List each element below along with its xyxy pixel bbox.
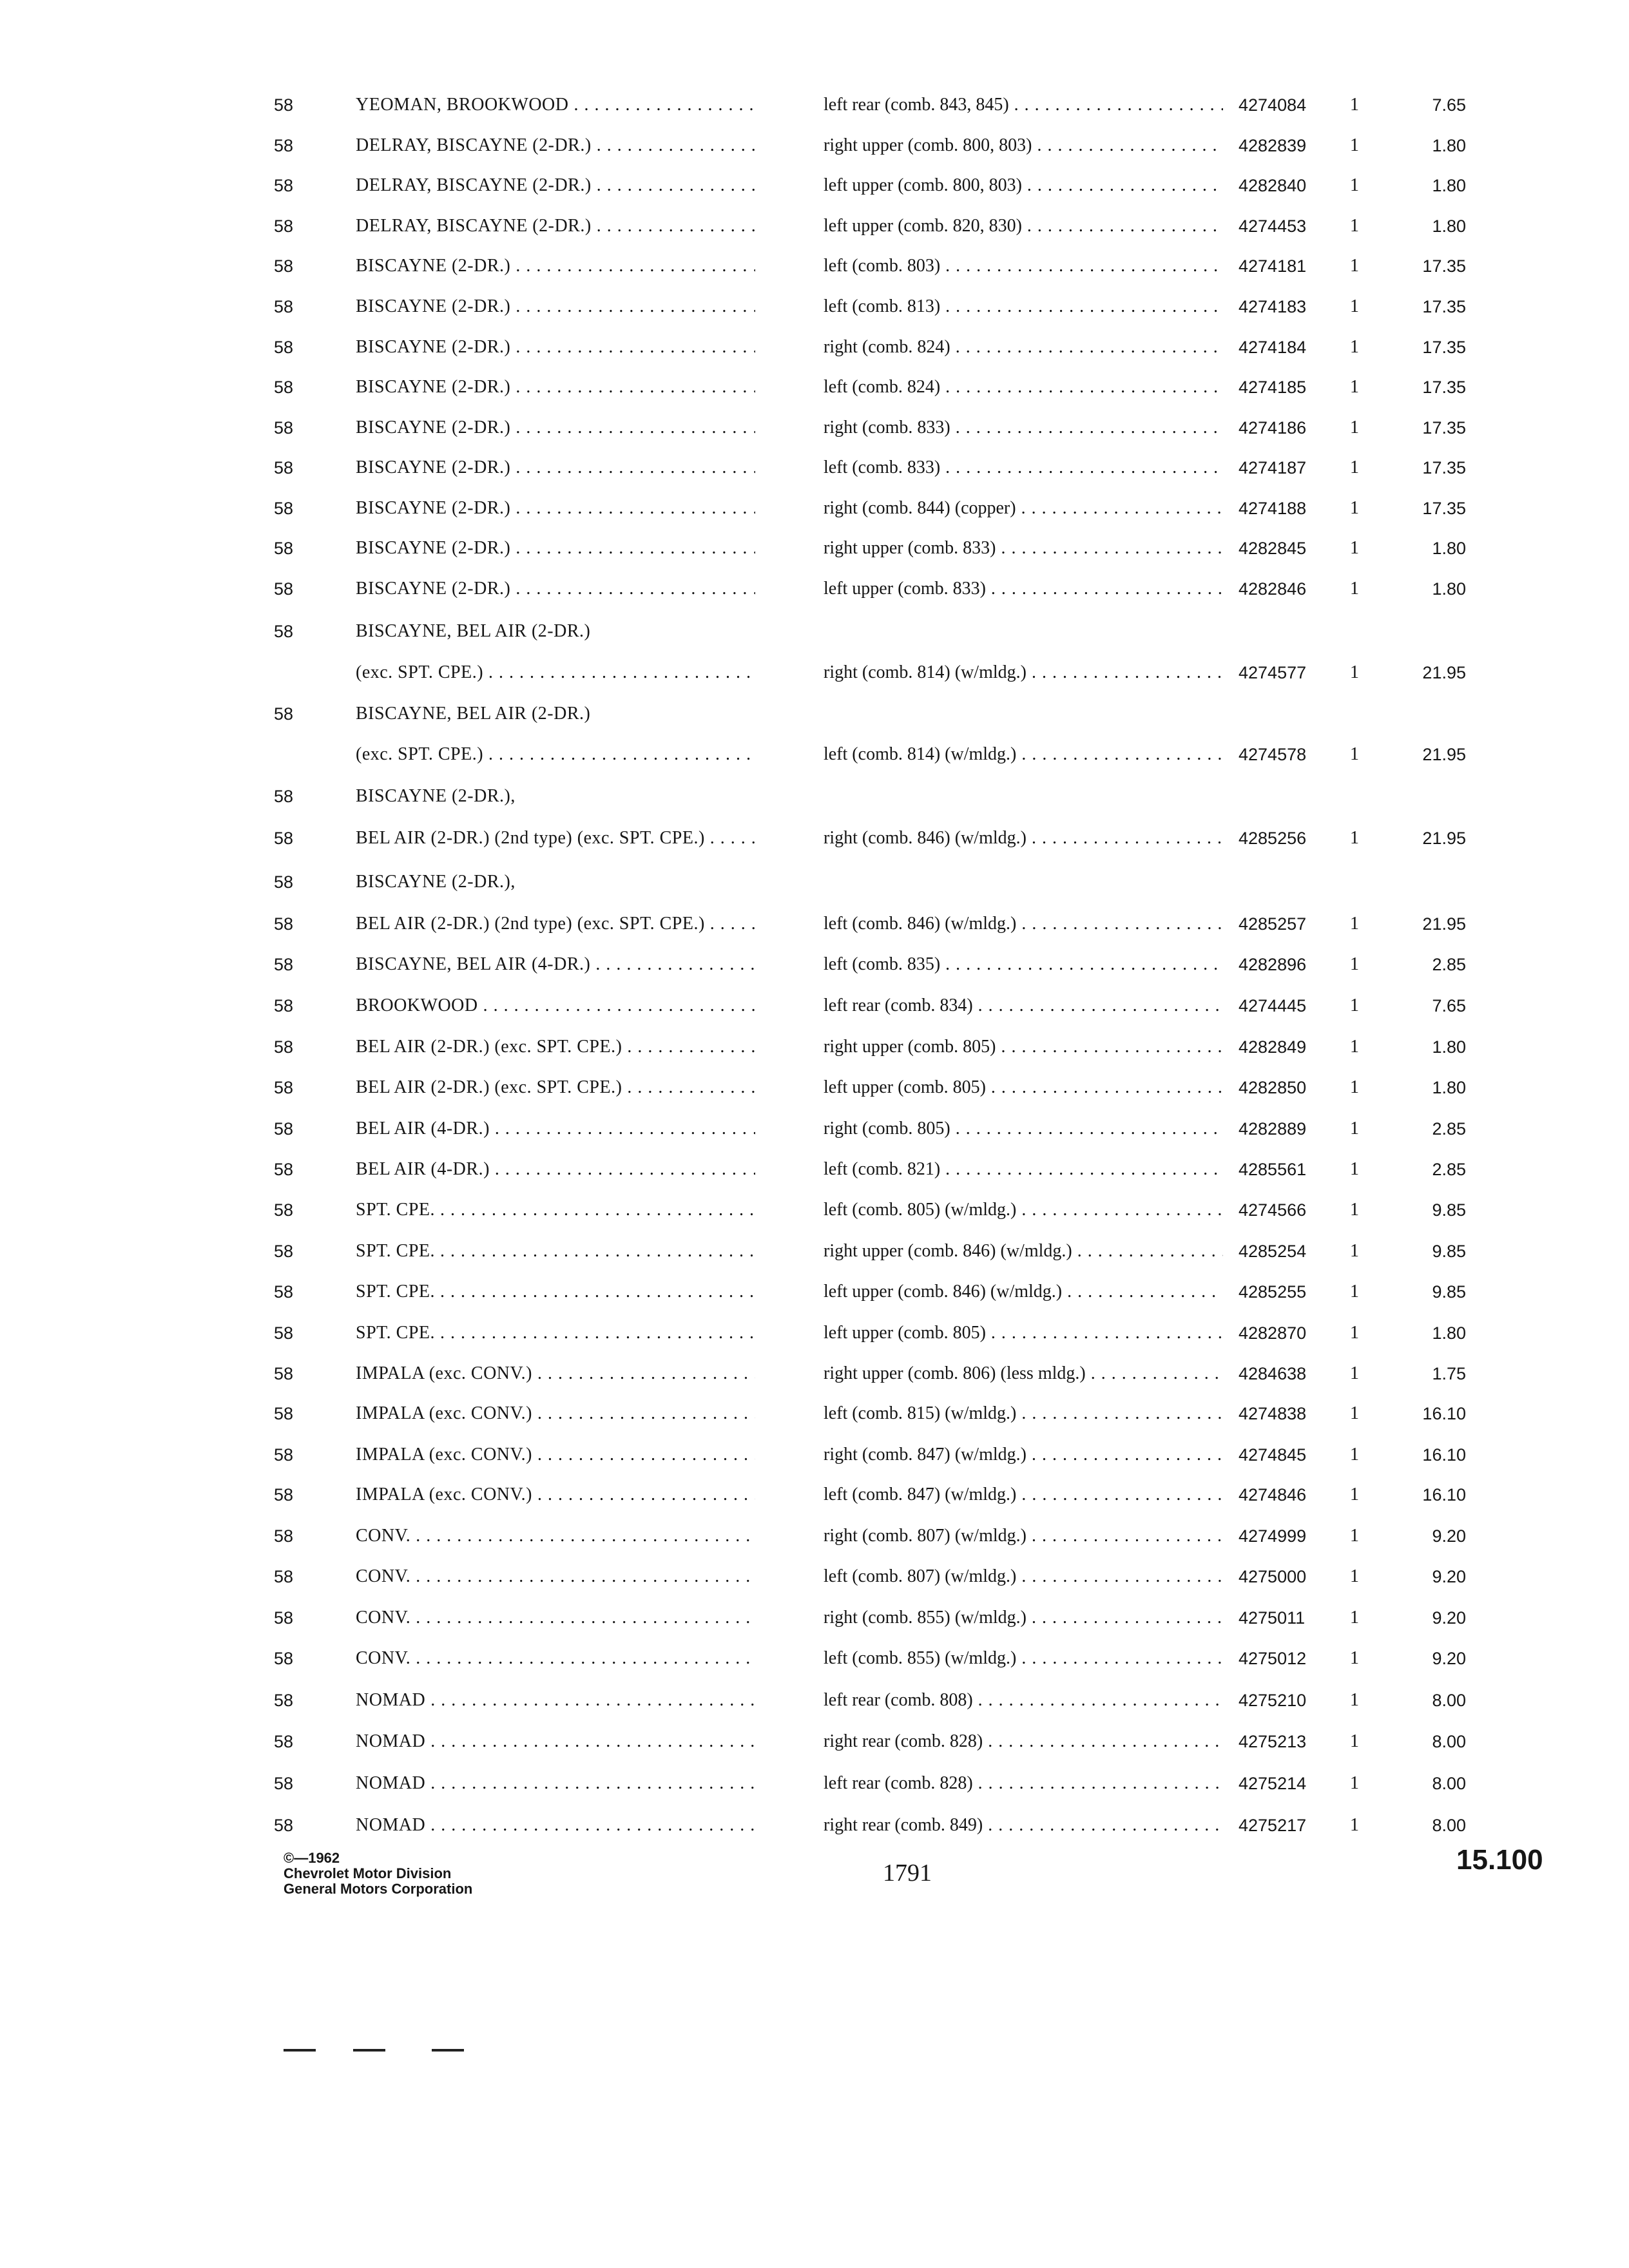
qty-cell: 1 <box>1350 1445 1359 1465</box>
qty-cell: 1 <box>1350 175 1359 195</box>
model-cell: BISCAYNE (2-DR.) . . . <box>356 529 755 568</box>
desc-cell: left upper (comb. 805) . . . <box>824 1068 1223 1107</box>
model-cell: DELRAY, BISCAYNE (2-DR.) . . . <box>356 166 755 205</box>
table-row <box>0 986 1629 1025</box>
model-cell: BISCAYNE (2-DR.) . . . <box>356 287 755 326</box>
desc-cell: right (comb. 824) . . . <box>824 328 1223 367</box>
qty-cell: 1 <box>1350 954 1359 974</box>
qty-cell: 1 <box>1350 1323 1359 1343</box>
part-cell: 4275214 <box>1239 1774 1307 1793</box>
year-cell: 58 <box>274 1282 294 1302</box>
year-cell: 58 <box>274 1323 294 1343</box>
price-cell: 21.95 <box>1422 663 1466 682</box>
desc-cell: right (comb. 847) (w/mldg.) . . . <box>824 1436 1223 1474</box>
model-cell: CONV. . . . <box>356 1517 755 1555</box>
price-cell: 2.85 <box>1432 1160 1466 1179</box>
table-row <box>0 1764 1629 1803</box>
desc-cell: left upper (comb. 833) . . . <box>824 570 1223 608</box>
table-row <box>0 1722 1629 1761</box>
table-row <box>0 612 1629 651</box>
year-cell: 58 <box>274 1078 294 1097</box>
price-cell: 1.80 <box>1432 136 1466 155</box>
qty-cell: 1 <box>1350 662 1359 682</box>
qty-cell: 1 <box>1350 1731 1359 1751</box>
table-row <box>0 1314 1629 1352</box>
table-row <box>0 126 1629 165</box>
price-cell: 1.80 <box>1432 1323 1466 1343</box>
desc-cell: right rear (comb. 849) . . . <box>824 1806 1223 1845</box>
year-cell: 58 <box>274 955 294 974</box>
part-cell: 4282849 <box>1239 1037 1307 1057</box>
qty-cell: 1 <box>1350 216 1359 236</box>
price-cell: 17.35 <box>1422 418 1466 437</box>
desc-cell: right (comb. 855) (w/mldg.) . . . <box>824 1599 1223 1637</box>
model-cell: NOMAD . . . <box>356 1806 755 1845</box>
desc-cell: left rear (comb. 834) . . . <box>824 986 1223 1025</box>
qty-cell: 1 <box>1350 1815 1359 1835</box>
part-cell: 4282839 <box>1239 136 1307 155</box>
part-cell: 4274187 <box>1239 458 1307 477</box>
desc-cell: left (comb. 835) . . . <box>824 945 1223 984</box>
price-cell: 1.80 <box>1432 1078 1466 1097</box>
publisher-block <box>284 1850 472 1897</box>
part-cell: 4274845 <box>1239 1445 1307 1465</box>
desc-cell: right upper (comb. 846) (w/mldg.) . . . <box>824 1232 1223 1271</box>
price-cell: 9.85 <box>1432 1200 1466 1220</box>
price-cell: 1.80 <box>1432 579 1466 599</box>
model-cell: BROOKWOOD . . . <box>356 986 755 1025</box>
desc-cell: left upper (comb. 805) . . . <box>824 1314 1223 1352</box>
scan-artifact <box>353 2049 385 2052</box>
part-cell: 4274188 <box>1239 499 1307 518</box>
part-cell: 4282850 <box>1239 1078 1307 1097</box>
model-cell: BISCAYNE (2-DR.) . . . <box>356 368 755 407</box>
desc-cell: left (comb. 855) (w/mldg.) . . . <box>824 1639 1223 1678</box>
part-cell: 4274186 <box>1239 418 1307 437</box>
price-cell: 17.35 <box>1422 256 1466 276</box>
price-cell: 2.85 <box>1432 955 1466 974</box>
model-cell: DELRAY, BISCAYNE (2-DR.) . . . <box>356 207 755 245</box>
table-row <box>0 287 1629 326</box>
desc-cell: left rear (comb. 808) . . . <box>824 1681 1223 1720</box>
model-cell: NOMAD . . . <box>356 1722 755 1761</box>
price-cell: 1.80 <box>1432 539 1466 558</box>
table-row <box>0 1354 1629 1393</box>
qty-cell: 1 <box>1350 1363 1359 1383</box>
price-cell: 21.95 <box>1422 914 1466 934</box>
year-cell: 58 <box>274 1404 294 1423</box>
desc-cell: right upper (comb. 806) (less mldg.) . . . <box>824 1354 1223 1393</box>
model-cell: CONV. . . . <box>356 1557 755 1596</box>
desc-cell: left upper (comb. 846) (w/mldg.) . . . <box>824 1273 1223 1311</box>
year-cell: 58 <box>274 297 294 316</box>
table-row <box>0 1806 1629 1845</box>
model-cell: NOMAD . . . <box>356 1764 755 1803</box>
year-cell: 58 <box>274 539 294 558</box>
year-cell: 58 <box>274 1242 294 1261</box>
table-row <box>0 1436 1629 1474</box>
part-cell: 4285256 <box>1239 829 1307 848</box>
table-row <box>0 777 1629 816</box>
table-row <box>0 905 1629 943</box>
price-cell: 8.00 <box>1432 1816 1466 1835</box>
price-cell: 7.65 <box>1432 95 1466 115</box>
qty-cell: 1 <box>1350 914 1359 934</box>
desc-cell: left (comb. 833) . . . <box>824 448 1223 487</box>
table-row <box>0 529 1629 568</box>
model-cell: BISCAYNE (2-DR.) . . . <box>356 328 755 367</box>
price-cell: 16.10 <box>1422 1485 1466 1504</box>
part-cell: 4274185 <box>1239 378 1307 397</box>
desc-cell: left upper (comb. 800, 803) . . . <box>824 166 1223 205</box>
qty-cell: 1 <box>1350 377 1359 397</box>
part-cell: 4275000 <box>1239 1567 1307 1586</box>
part-cell: 4274453 <box>1239 216 1307 236</box>
qty-cell: 1 <box>1350 1690 1359 1710</box>
qty-cell: 1 <box>1350 1241 1359 1261</box>
part-cell: 4282896 <box>1239 955 1307 974</box>
table-row <box>0 86 1629 124</box>
table-row <box>0 408 1629 447</box>
model-cell: BEL AIR (2-DR.) (2nd type) (exc. SPT. CPE.) . . . <box>356 819 755 858</box>
division-line: Chevrolet Motor Division <box>284 1865 452 1881</box>
part-cell: 4275217 <box>1239 1816 1307 1835</box>
model-cell: NOMAD . . . <box>356 1681 755 1720</box>
year-cell: 58 <box>274 1732 294 1751</box>
table-row <box>0 1273 1629 1311</box>
table-row <box>0 328 1629 367</box>
part-cell: 4274181 <box>1239 256 1307 276</box>
price-cell: 9.85 <box>1432 1242 1466 1261</box>
part-cell: 4275213 <box>1239 1732 1307 1751</box>
model-cell: BISCAYNE (2-DR.) . . . <box>356 570 755 608</box>
year-cell: 58 <box>274 499 294 518</box>
table-row <box>0 1599 1629 1637</box>
desc-cell: right (comb. 814) (w/mldg.) . . . <box>824 653 1223 692</box>
qty-cell: 1 <box>1350 579 1359 599</box>
table-row <box>0 570 1629 608</box>
year-cell: 58 <box>274 378 294 397</box>
part-cell: 4282846 <box>1239 579 1307 599</box>
part-cell: 4274838 <box>1239 1404 1307 1423</box>
table-row <box>0 207 1629 245</box>
model-cell: DELRAY, BISCAYNE (2-DR.) . . . <box>356 126 755 165</box>
year-cell: 58 <box>274 1816 294 1835</box>
part-cell: 4274578 <box>1239 745 1307 764</box>
year-cell: 58 <box>274 1200 294 1220</box>
price-cell: 1.80 <box>1432 176 1466 195</box>
model-cell: BISCAYNE (2-DR.) . . . <box>356 247 755 285</box>
desc-cell: left (comb. 813) . . . <box>824 287 1223 326</box>
model-cell: BISCAYNE (2-DR.), <box>356 786 516 806</box>
part-cell: 4274084 <box>1239 95 1307 115</box>
table-row <box>0 247 1629 285</box>
table-row <box>0 166 1629 205</box>
corporation-line: General Motors Corporation <box>284 1881 473 1897</box>
year-cell: 58 <box>274 95 294 115</box>
part-cell: 4285257 <box>1239 914 1307 934</box>
model-cell: BISCAYNE, BEL AIR (2-DR.) <box>356 704 591 724</box>
qty-cell: 1 <box>1350 1648 1359 1668</box>
price-cell: 16.10 <box>1422 1445 1466 1465</box>
year-cell: 58 <box>274 1037 294 1057</box>
part-cell: 4282870 <box>1239 1323 1307 1343</box>
year-cell: 58 <box>274 136 294 155</box>
table-row <box>0 653 1629 692</box>
price-cell: 17.35 <box>1422 458 1466 477</box>
part-cell: 4285561 <box>1239 1160 1307 1179</box>
part-cell: 4282840 <box>1239 176 1307 195</box>
table-row <box>0 1028 1629 1066</box>
model-cell: BISCAYNE, BEL AIR (2-DR.) <box>356 621 591 641</box>
price-cell: 7.65 <box>1432 996 1466 1015</box>
desc-cell: left rear (comb. 843, 845) . . . <box>824 86 1223 124</box>
price-cell: 17.35 <box>1422 499 1466 518</box>
year-cell: 58 <box>274 256 294 276</box>
year-cell: 58 <box>274 1526 294 1546</box>
qty-cell: 1 <box>1350 1200 1359 1220</box>
table-row <box>0 1394 1629 1433</box>
qty-cell: 1 <box>1350 1119 1359 1139</box>
price-cell: 17.35 <box>1422 297 1466 316</box>
year-cell: 58 <box>274 1160 294 1179</box>
year-cell: 58 <box>274 338 294 357</box>
year-cell: 58 <box>274 996 294 1015</box>
year-cell: 58 <box>274 176 294 195</box>
year-cell: 58 <box>274 418 294 437</box>
price-cell: 21.95 <box>1422 829 1466 848</box>
desc-cell: left (comb. 803) . . . <box>824 247 1223 285</box>
year-cell: 58 <box>274 914 294 934</box>
model-cell: BISCAYNE, BEL AIR (4-DR.) . . . <box>356 945 755 984</box>
desc-cell: left (comb. 805) (w/mldg.) . . . <box>824 1191 1223 1229</box>
qty-cell: 1 <box>1350 1608 1359 1628</box>
table-row <box>0 1150 1629 1189</box>
table-row <box>0 863 1629 901</box>
model-cell: IMPALA (exc. CONV.) . . . <box>356 1354 755 1393</box>
year-cell: 58 <box>274 704 294 724</box>
part-cell: 4275012 <box>1239 1649 1307 1668</box>
qty-cell: 1 <box>1350 1282 1359 1302</box>
year-cell: 58 <box>274 1567 294 1586</box>
table-row <box>0 1110 1629 1148</box>
desc-cell: left (comb. 814) (w/mldg.) . . . <box>824 735 1223 774</box>
year-cell: 58 <box>274 458 294 477</box>
model-cell: IMPALA (exc. CONV.) . . . <box>356 1436 755 1474</box>
price-cell: 8.00 <box>1432 1774 1466 1793</box>
price-cell: 1.80 <box>1432 216 1466 236</box>
table-row <box>0 1475 1629 1514</box>
price-cell: 1.80 <box>1432 1037 1466 1057</box>
qty-cell: 1 <box>1350 457 1359 477</box>
part-cell: 4285255 <box>1239 1282 1307 1302</box>
part-cell: 4274183 <box>1239 297 1307 316</box>
price-cell: 2.85 <box>1432 1119 1466 1139</box>
qty-cell: 1 <box>1350 296 1359 316</box>
model-cell: CONV. . . . <box>356 1599 755 1637</box>
qty-cell: 1 <box>1350 538 1359 558</box>
desc-cell: left upper (comb. 820, 830) . . . <box>824 207 1223 245</box>
part-cell: 4284638 <box>1239 1364 1307 1383</box>
desc-cell: right upper (comb. 805) . . . <box>824 1028 1223 1066</box>
part-cell: 4274999 <box>1239 1526 1307 1546</box>
model-cell: (exc. SPT. CPE.) . . . <box>356 735 755 774</box>
part-cell: 4274566 <box>1239 1200 1307 1220</box>
price-cell: 9.20 <box>1432 1649 1466 1668</box>
qty-cell: 1 <box>1350 498 1359 518</box>
table-row <box>0 945 1629 984</box>
year-cell: 58 <box>274 1445 294 1465</box>
model-cell: BISCAYNE (2-DR.), <box>356 872 516 892</box>
table-row <box>0 1232 1629 1271</box>
model-cell: BISCAYNE (2-DR.) . . . <box>356 489 755 528</box>
model-cell: BISCAYNE (2-DR.) . . . <box>356 448 755 487</box>
table-row <box>0 695 1629 733</box>
model-cell: (exc. SPT. CPE.) . . . <box>356 653 755 692</box>
model-cell: SPT. CPE. . . . <box>356 1314 755 1352</box>
table-row <box>0 1191 1629 1229</box>
model-cell: BEL AIR (2-DR.) (exc. SPT. CPE.) . . . <box>356 1068 755 1107</box>
table-row <box>0 1639 1629 1678</box>
desc-cell: right upper (comb. 800, 803) . . . <box>824 126 1223 165</box>
part-cell: 4275210 <box>1239 1691 1307 1710</box>
qty-cell: 1 <box>1350 1485 1359 1504</box>
part-cell: 4274184 <box>1239 338 1307 357</box>
model-cell: YEOMAN, BROOKWOOD . . . <box>356 86 755 124</box>
desc-cell: left rear (comb. 828) . . . <box>824 1764 1223 1803</box>
table-row <box>0 1068 1629 1107</box>
year-cell: 58 <box>274 622 294 641</box>
model-cell: BISCAYNE (2-DR.) . . . <box>356 408 755 447</box>
price-cell: 9.20 <box>1432 1526 1466 1546</box>
part-cell: 4282889 <box>1239 1119 1307 1139</box>
desc-cell: left (comb. 847) (w/mldg.) . . . <box>824 1475 1223 1514</box>
desc-cell: right rear (comb. 828) . . . <box>824 1722 1223 1761</box>
desc-cell: right (comb. 833) . . . <box>824 408 1223 447</box>
model-cell: BEL AIR (2-DR.) (exc. SPT. CPE.) . . . <box>356 1028 755 1066</box>
price-cell: 9.20 <box>1432 1608 1466 1628</box>
price-cell: 8.00 <box>1432 1732 1466 1751</box>
model-cell: IMPALA (exc. CONV.) . . . <box>356 1394 755 1433</box>
model-cell: BEL AIR (4-DR.) . . . <box>356 1110 755 1148</box>
year-cell: 58 <box>274 872 294 892</box>
part-cell: 4274577 <box>1239 663 1307 682</box>
year-cell: 58 <box>274 579 294 599</box>
desc-cell: right (comb. 844) (copper) . . . <box>824 489 1223 528</box>
qty-cell: 1 <box>1350 337 1359 357</box>
desc-cell: left (comb. 821) . . . <box>824 1150 1223 1189</box>
year-cell: 58 <box>274 1774 294 1793</box>
price-cell: 17.35 <box>1422 338 1466 357</box>
table-row <box>0 368 1629 407</box>
table-row <box>0 1681 1629 1720</box>
qty-cell: 1 <box>1350 1403 1359 1423</box>
model-cell: SPT. CPE. . . . <box>356 1191 755 1229</box>
desc-cell: left (comb. 824) . . . <box>824 368 1223 407</box>
qty-cell: 1 <box>1350 828 1359 848</box>
year-cell: 58 <box>274 1119 294 1139</box>
price-cell: 17.35 <box>1422 378 1466 397</box>
qty-cell: 1 <box>1350 1037 1359 1057</box>
price-cell: 1.75 <box>1432 1364 1466 1383</box>
model-cell: CONV. . . . <box>356 1639 755 1678</box>
table-row <box>0 1557 1629 1596</box>
qty-cell: 1 <box>1350 135 1359 155</box>
year-cell: 58 <box>274 1691 294 1710</box>
scan-artifact <box>284 2049 316 2052</box>
qty-cell: 1 <box>1350 1566 1359 1586</box>
part-cell: 4274445 <box>1239 996 1307 1015</box>
table-row <box>0 1517 1629 1555</box>
desc-cell: right (comb. 807) (w/mldg.) . . . <box>824 1517 1223 1555</box>
model-cell: BEL AIR (4-DR.) . . . <box>356 1150 755 1189</box>
desc-cell: right (comb. 846) (w/mldg.) . . . <box>824 819 1223 858</box>
desc-cell: left (comb. 815) (w/mldg.) . . . <box>824 1394 1223 1433</box>
table-row <box>0 448 1629 487</box>
desc-cell: left (comb. 807) (w/mldg.) . . . <box>824 1557 1223 1596</box>
qty-cell: 1 <box>1350 1773 1359 1793</box>
qty-cell: 1 <box>1350 744 1359 764</box>
qty-cell: 1 <box>1350 1077 1359 1097</box>
model-cell: SPT. CPE. . . . <box>356 1232 755 1271</box>
year-cell: 58 <box>274 1364 294 1383</box>
year-cell: 58 <box>274 787 294 806</box>
year-cell: 58 <box>274 216 294 236</box>
price-cell: 9.85 <box>1432 1282 1466 1302</box>
price-cell: 8.00 <box>1432 1691 1466 1710</box>
qty-cell: 1 <box>1350 1526 1359 1546</box>
table-row <box>0 735 1629 774</box>
year-cell: 58 <box>274 1649 294 1668</box>
qty-cell: 1 <box>1350 418 1359 437</box>
part-cell: 4275011 <box>1239 1608 1306 1628</box>
model-cell: BEL AIR (2-DR.) (2nd type) (exc. SPT. CPE.) . . . <box>356 905 755 943</box>
year-cell: 58 <box>274 1485 294 1504</box>
model-cell: SPT. CPE. . . . <box>356 1273 755 1311</box>
year-cell: 58 <box>274 1608 294 1628</box>
scan-artifact <box>432 2049 464 2052</box>
year-cell: 58 <box>274 829 294 848</box>
section-number: 15.100 <box>1456 1844 1543 1876</box>
price-cell: 21.95 <box>1422 745 1466 764</box>
desc-cell: right upper (comb. 833) . . . <box>824 529 1223 568</box>
table-row <box>0 489 1629 528</box>
part-cell: 4282845 <box>1239 539 1307 558</box>
copyright-line: ©—1962 <box>284 1850 340 1866</box>
model-cell: IMPALA (exc. CONV.) . . . <box>356 1475 755 1514</box>
part-cell: 4285254 <box>1239 1242 1307 1261</box>
page-number: 1791 <box>883 1860 932 1887</box>
qty-cell: 1 <box>1350 995 1359 1015</box>
part-cell: 4274846 <box>1239 1485 1307 1504</box>
price-cell: 9.20 <box>1432 1567 1466 1586</box>
qty-cell: 1 <box>1350 256 1359 276</box>
price-cell: 16.10 <box>1422 1404 1466 1423</box>
desc-cell: right (comb. 805) . . . <box>824 1110 1223 1148</box>
qty-cell: 1 <box>1350 95 1359 115</box>
table-row <box>0 819 1629 858</box>
qty-cell: 1 <box>1350 1159 1359 1179</box>
desc-cell: left (comb. 846) (w/mldg.) . . . <box>824 905 1223 943</box>
